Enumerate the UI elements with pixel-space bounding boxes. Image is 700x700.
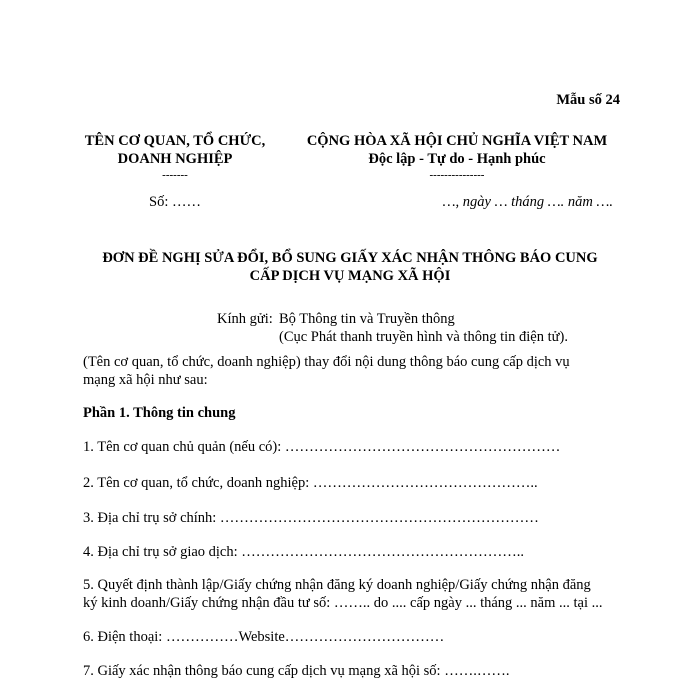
- form-item-6: 6. Điện thoại: ……………Website……………………………: [83, 629, 445, 645]
- document-number: Số: ……: [149, 194, 201, 210]
- intro-line1: (Tên cơ quan, tổ chức, doanh nghiệp) thay đổi nội dung thông báo cung cấp dịch vụ: [83, 354, 570, 370]
- form-item-4: 4. Địa chỉ trụ sở giao dịch: …………………………………………………..: [83, 544, 525, 560]
- document-title-line2: CẤP DỊCH VỤ MẠNG XÃ HỘI: [249, 268, 451, 284]
- form-item-3: 3. Địa chỉ trụ sở chính: …………………………………………………………: [83, 510, 539, 526]
- recipient-sub: (Cục Phát thanh truyền hình và thông tin điện tử).: [279, 329, 568, 345]
- form-item-5-line2: ký kinh doanh/Giấy chứng nhận đầu tư số: …….. do .... cấp ngày ... tháng ... năm ... tại ...: [83, 595, 603, 611]
- motto: Độc lập - Tự do - Hạnh phúc: [368, 151, 546, 167]
- form-item-5-line1: 5. Quyết định thành lập/Giấy chứng nhận đăng ký doanh nghiệp/Giấy chứng nhận đăng: [83, 577, 591, 593]
- recipient-label: Kính gửi:: [217, 311, 273, 327]
- date-line: …, ngày … tháng …. năm ….: [442, 194, 613, 210]
- form-item-2: 2. Tên cơ quan, tổ chức, doanh nghiệp: ………………………………………..: [83, 475, 538, 491]
- form-number: Mẫu số 24: [556, 92, 620, 108]
- org-name-line2: DOANH NGHIỆP: [117, 151, 233, 167]
- section-1-heading: Phần 1. Thông tin chung: [83, 405, 236, 421]
- motto-divider: ---------------: [429, 169, 485, 181]
- intro-line2: mạng xã hội như sau:: [83, 372, 208, 388]
- form-item-7: 7. Giấy xác nhận thông báo cung cấp dịch vụ mạng xã hội số: …….…….: [83, 663, 510, 679]
- recipient-name: Bộ Thông tin và Truyền thông: [279, 311, 455, 327]
- document-title-line1: ĐƠN ĐỀ NGHỊ SỬA ĐỔI, BỔ SUNG GIẤY XÁC NHẬN THÔNG BÁO CUNG: [102, 250, 598, 266]
- form-item-1: 1. Tên cơ quan chủ quản (nếu có): …………………………………………………: [83, 439, 561, 455]
- republic-heading: CỘNG HÒA XÃ HỘI CHỦ NGHĨA VIỆT NAM: [306, 133, 608, 149]
- org-name-line1: TÊN CƠ QUAN, TỔ CHỨC,: [84, 133, 266, 149]
- org-divider: -------: [162, 169, 188, 181]
